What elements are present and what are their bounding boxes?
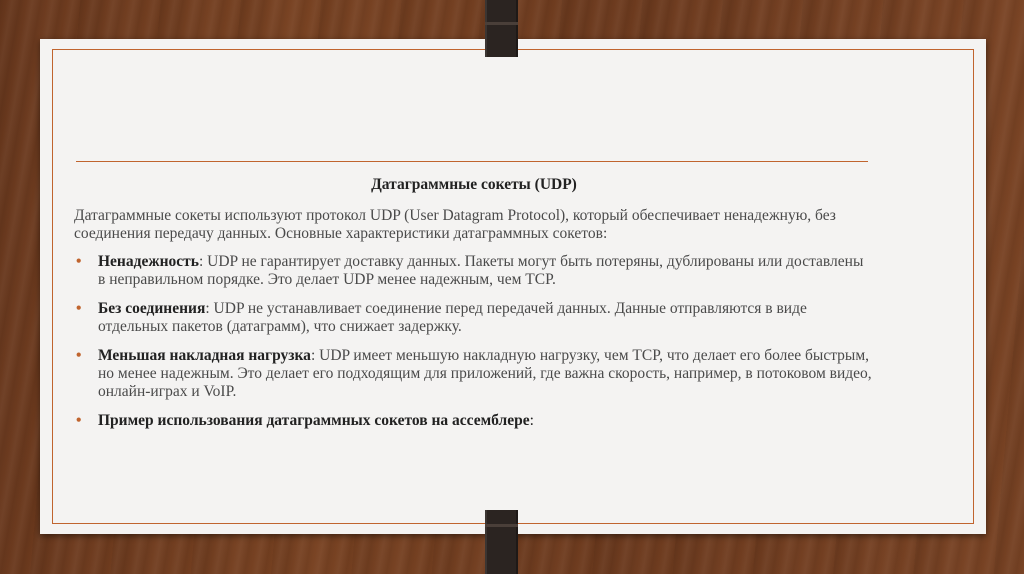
list-item	[74, 412, 874, 430]
title-rule	[76, 161, 868, 162]
item-text: : UDP не гарантирует доставку данных. Пакеты могут быть потеряны, дублированы или доставлены в неправильном порядке. Это делает UDP менее надежным, чем TCP.	[98, 253, 864, 288]
intro-paragraph: Датаграммные сокеты используют протокол UDP (User Datagram Protocol), который обеспечивает ненадежную, без соединения передачу данных. Основные характеристики датаграммных сокетов:	[74, 207, 836, 242]
item-term: Ненадежность	[98, 253, 199, 270]
item-text: :	[529, 412, 534, 429]
item-text: : UDP имеет меньшую накладную нагрузку, чем TCP, что делает его более быстрым, но менее надежным. Это делает его подходящим для приложений, где важна скорость, например, в потоковом видео, онлайн-играх и VoIP.	[98, 347, 872, 400]
item-text: : UDP не устанавливает соединение перед передачей данных. Данные отправляются в виде отдельных пакетов (датаграмм), что снижает задержку.	[98, 300, 807, 335]
binder-clip-top	[485, 0, 518, 57]
list-item	[74, 347, 874, 401]
slide-content	[74, 176, 874, 441]
item-term: Пример использования датаграммных сокетов на ассемблере	[98, 412, 530, 429]
binder-clip-bottom	[485, 510, 518, 574]
clip-band	[485, 22, 518, 25]
bullet-icon: •	[76, 347, 82, 364]
item-term: Меньшая накладная нагрузка	[98, 347, 311, 364]
item-term: Без соединения	[98, 300, 206, 317]
slide-title: Датаграммные сокеты (UDP)	[371, 176, 577, 193]
list-item	[74, 300, 874, 336]
bullet-icon: •	[76, 253, 82, 270]
bullet-icon: •	[76, 300, 82, 317]
bullet-icon: •	[76, 412, 82, 429]
characteristics-list	[74, 253, 874, 430]
list-item	[74, 253, 874, 289]
clip-band	[485, 524, 518, 527]
